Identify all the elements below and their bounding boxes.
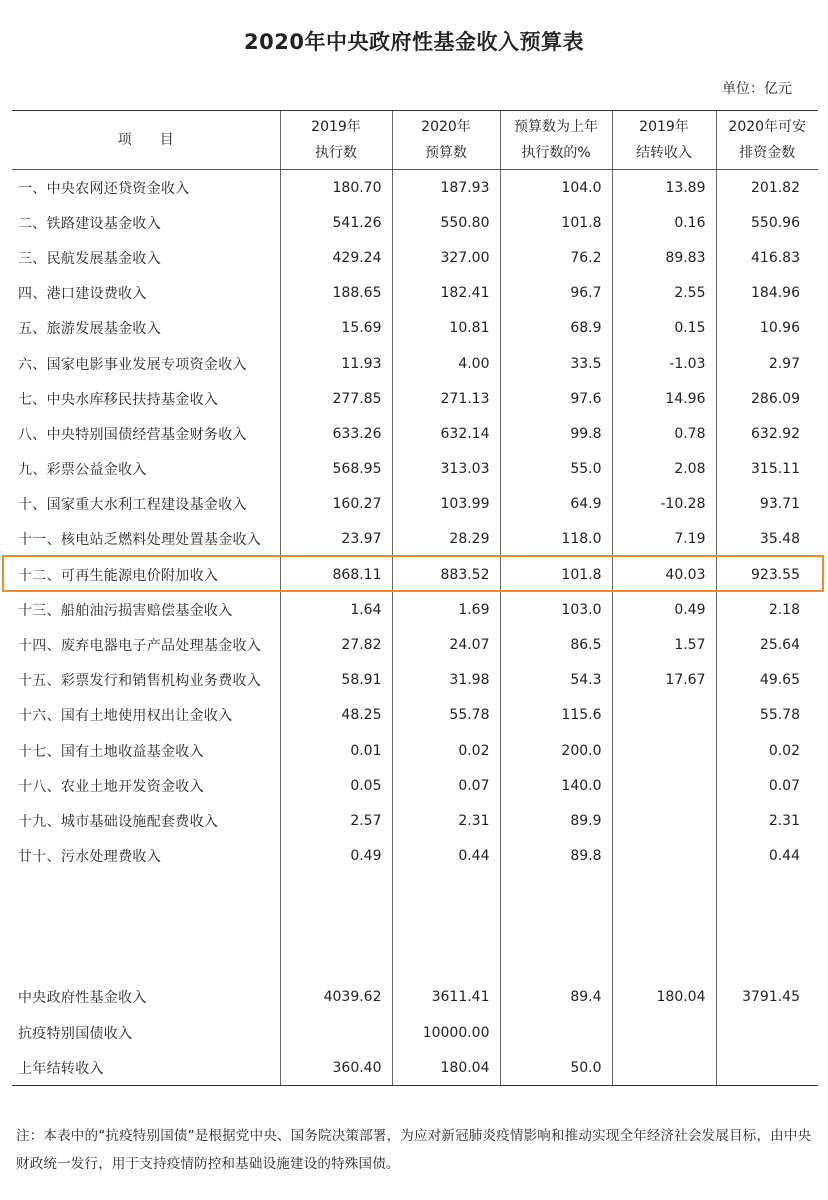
table-row <box>12 839 818 874</box>
table-cell: 0.44 <box>716 839 818 874</box>
table-cell <box>716 1015 818 1050</box>
table-cell: 14.96 <box>612 381 716 416</box>
table-cell: 89.8 <box>500 839 612 874</box>
table-cell: 0.15 <box>612 311 716 346</box>
table-cell: 868.11 <box>280 557 392 592</box>
table-row <box>12 205 818 240</box>
table-cell: 0.49 <box>612 592 716 627</box>
table-cell: 0.02 <box>716 733 818 768</box>
table-cell <box>612 1015 716 1050</box>
table-cell: 271.13 <box>392 381 500 416</box>
table-cell: 1.57 <box>612 627 716 662</box>
table-row <box>12 803 818 838</box>
table-cell: 31.98 <box>392 663 500 698</box>
row-label: 十九、城市基础设施配套费收入 <box>18 813 219 830</box>
table-cell: 58.91 <box>280 663 392 698</box>
table-cell <box>612 733 716 768</box>
table-cell: 0.16 <box>612 205 716 240</box>
table-cell: 4039.62 <box>280 980 392 1015</box>
summary-row <box>12 1050 818 1086</box>
row-label: 四、港口建设费收入 <box>18 286 147 303</box>
table-cell: 187.93 <box>392 170 500 206</box>
table-cell: 160.27 <box>280 487 392 522</box>
row-label: 十二、可再生能源电价附加收入 <box>18 567 219 584</box>
row-label: 十三、船舶油污损害赔偿基金收入 <box>18 602 233 619</box>
table-cell: 103.99 <box>392 487 500 522</box>
table-cell <box>500 1015 612 1050</box>
table-cell: 0.05 <box>280 768 392 803</box>
table-cell: 13.89 <box>612 170 716 206</box>
table-cell: 2.08 <box>612 452 716 487</box>
table-cell: 923.55 <box>716 557 818 592</box>
table-cell: 99.8 <box>500 416 612 451</box>
table-cell: 118.0 <box>500 522 612 557</box>
table-cell: 35.48 <box>716 522 818 557</box>
table-row <box>12 240 818 275</box>
footnote: 注：本表中的“抗疫特别国债”是根据党中央、国务院决策部署，为应对新冠肺炎疫情影响和推动实现全年经济社会发展目标，由中央财政统一发行，用于支持疫情防控和基础设施建设的特殊国债。 <box>16 1128 812 1172</box>
table-cell: 89.83 <box>612 240 716 275</box>
summary-row <box>12 980 818 1015</box>
header-2019-carryover: 2019年 结转收入 <box>612 111 716 170</box>
header-ratio: 预算数为上年 执行数的% <box>500 111 612 170</box>
table-row <box>12 663 818 698</box>
table-cell: 633.26 <box>280 416 392 451</box>
row-label: 三、民航发展基金收入 <box>18 250 161 267</box>
table-cell: 96.7 <box>500 276 612 311</box>
table-row <box>12 452 818 487</box>
table-cell: 48.25 <box>280 698 392 733</box>
table-cell: 541.26 <box>280 205 392 240</box>
budget-table <box>12 110 818 1086</box>
table-cell: 50.0 <box>500 1050 612 1086</box>
table-row <box>12 487 818 522</box>
row-label: 十四、废弃电器电子产品处理基金收入 <box>18 638 262 655</box>
table-cell: 1.69 <box>392 592 500 627</box>
table-cell: 55.0 <box>500 452 612 487</box>
table-cell: 0.44 <box>392 839 500 874</box>
table-cell: 28.29 <box>392 522 500 557</box>
table-cell: 10.81 <box>392 311 500 346</box>
table-cell <box>716 874 818 980</box>
table-cell: 2.31 <box>716 803 818 838</box>
table-cell: 25.64 <box>716 627 818 662</box>
table-cell: 327.00 <box>392 240 500 275</box>
table-cell <box>612 874 716 980</box>
table-cell: 93.71 <box>716 487 818 522</box>
row-label: 廿十、污水处理费收入 <box>18 849 161 866</box>
table-cell <box>612 839 716 874</box>
table-cell: 76.2 <box>500 240 612 275</box>
table-cell: -1.03 <box>612 346 716 381</box>
table-row <box>12 416 818 451</box>
table-cell: 104.0 <box>500 170 612 206</box>
table-cell: 429.24 <box>280 240 392 275</box>
row-label: 六、国家电影事业发展专项资金收入 <box>18 356 247 373</box>
row-label: 抗疫特别国债收入 <box>18 1025 133 1042</box>
table-row <box>12 346 818 381</box>
table-cell: 188.65 <box>280 276 392 311</box>
table-cell: 180.70 <box>280 170 392 206</box>
table-cell: 54.3 <box>500 663 612 698</box>
table-cell <box>612 1050 716 1086</box>
table-cell: 103.0 <box>500 592 612 627</box>
table-cell: 200.0 <box>500 733 612 768</box>
table-cell <box>280 874 392 980</box>
table-cell: 277.85 <box>280 381 392 416</box>
table-cell: 115.6 <box>500 698 612 733</box>
table-cell: 97.6 <box>500 381 612 416</box>
table-cell: 286.09 <box>716 381 818 416</box>
row-label: 七、中央水库移民扶持基金收入 <box>18 391 219 408</box>
table-cell: 2.31 <box>392 803 500 838</box>
table-row <box>12 522 818 557</box>
table-cell: 7.19 <box>612 522 716 557</box>
header-2020-available: 2020年可安 排资金数 <box>716 111 818 170</box>
table-cell <box>280 1015 392 1050</box>
table-cell: 550.96 <box>716 205 818 240</box>
row-label: 十八、农业土地开发资金收入 <box>18 778 204 795</box>
table-cell: 0.07 <box>392 768 500 803</box>
table-cell: 632.92 <box>716 416 818 451</box>
table-cell: 49.65 <box>716 663 818 698</box>
table-cell: 0.01 <box>280 733 392 768</box>
page-title: 2020年中央政府性基金收入预算表 <box>244 30 584 54</box>
table-cell: 0.07 <box>716 768 818 803</box>
table-cell: 180.04 <box>612 980 716 1015</box>
row-label: 十、国家重大水利工程建设基金收入 <box>18 497 247 514</box>
row-label: 二、铁路建设基金收入 <box>18 215 161 232</box>
table-cell <box>612 803 716 838</box>
table-cell: 313.03 <box>392 452 500 487</box>
header-item: 项 目 <box>12 111 280 170</box>
table-cell: 4.00 <box>392 346 500 381</box>
row-label: 十六、国有土地使用权出让金收入 <box>18 708 233 725</box>
table-cell: -10.28 <box>612 487 716 522</box>
table-row <box>12 698 818 733</box>
table-cell: 0.49 <box>280 839 392 874</box>
header-2020-budget: 2020年 预算数 <box>392 111 500 170</box>
table-cell: 40.03 <box>612 557 716 592</box>
table-cell: 0.78 <box>612 416 716 451</box>
unit-label: 单位：亿元 <box>722 81 792 97</box>
table-cell: 64.9 <box>500 487 612 522</box>
table-row <box>12 627 818 662</box>
table-cell <box>612 698 716 733</box>
table-cell: 23.97 <box>280 522 392 557</box>
table-cell: 11.93 <box>280 346 392 381</box>
table-row <box>12 170 818 206</box>
table-row <box>12 381 818 416</box>
table-cell: 2.57 <box>280 803 392 838</box>
table-cell: 182.41 <box>392 276 500 311</box>
table-cell: 2.55 <box>612 276 716 311</box>
header-2019-actual: 2019年 执行数 <box>280 111 392 170</box>
table-cell: 3791.45 <box>716 980 818 1015</box>
table-cell: 315.11 <box>716 452 818 487</box>
table-cell: 3611.41 <box>392 980 500 1015</box>
table-cell: 2.97 <box>716 346 818 381</box>
blank-row <box>12 874 818 980</box>
table-cell: 101.8 <box>500 205 612 240</box>
row-label: 五、旅游发展基金收入 <box>18 321 161 338</box>
table-cell: 27.82 <box>280 627 392 662</box>
table-cell <box>392 874 500 980</box>
table-cell: 140.0 <box>500 768 612 803</box>
table-cell: 0.02 <box>392 733 500 768</box>
row-label: 中央政府性基金收入 <box>18 990 147 1007</box>
table-cell: 33.5 <box>500 346 612 381</box>
table-row <box>12 557 818 592</box>
table-cell: 101.8 <box>500 557 612 592</box>
row-label: 九、彩票公益金收入 <box>18 462 147 479</box>
table-cell: 550.80 <box>392 205 500 240</box>
table-cell: 89.9 <box>500 803 612 838</box>
row-label: 八、中央特别国债经营基金财务收入 <box>18 426 247 443</box>
table-cell: 86.5 <box>500 627 612 662</box>
table-row <box>12 311 818 346</box>
table-cell: 201.82 <box>716 170 818 206</box>
table-cell: 55.78 <box>716 698 818 733</box>
table-row <box>12 733 818 768</box>
table-cell: 360.40 <box>280 1050 392 1086</box>
table-cell: 17.67 <box>612 663 716 698</box>
table-cell: 1.64 <box>280 592 392 627</box>
table-cell: 15.69 <box>280 311 392 346</box>
summary-row <box>12 1015 818 1050</box>
table-row <box>12 276 818 311</box>
table-cell: 416.83 <box>716 240 818 275</box>
table-cell: 180.04 <box>392 1050 500 1086</box>
row-label: 十七、国有土地收益基金收入 <box>18 743 204 760</box>
table-cell: 632.14 <box>392 416 500 451</box>
table-row <box>12 768 818 803</box>
table-cell: 10.96 <box>716 311 818 346</box>
table-cell: 68.9 <box>500 311 612 346</box>
table-cell <box>12 874 280 980</box>
row-label: 一、中央农网还贷资金收入 <box>18 180 190 197</box>
table-cell: 883.52 <box>392 557 500 592</box>
table-header-row <box>12 111 818 170</box>
table-cell <box>716 1050 818 1086</box>
table-cell: 2.18 <box>716 592 818 627</box>
row-label: 十一、核电站乏燃料处理处置基金收入 <box>18 532 262 549</box>
table-cell: 568.95 <box>280 452 392 487</box>
table-row <box>12 592 818 627</box>
table-cell <box>500 874 612 980</box>
table-cell: 89.4 <box>500 980 612 1015</box>
table-cell <box>612 768 716 803</box>
row-label: 十五、彩票发行和销售机构业务费收入 <box>18 673 262 690</box>
table-cell: 184.96 <box>716 276 818 311</box>
table-cell: 10000.00 <box>392 1015 500 1050</box>
table-cell: 55.78 <box>392 698 500 733</box>
row-label: 上年结转收入 <box>12 1050 280 1086</box>
table-cell: 24.07 <box>392 627 500 662</box>
